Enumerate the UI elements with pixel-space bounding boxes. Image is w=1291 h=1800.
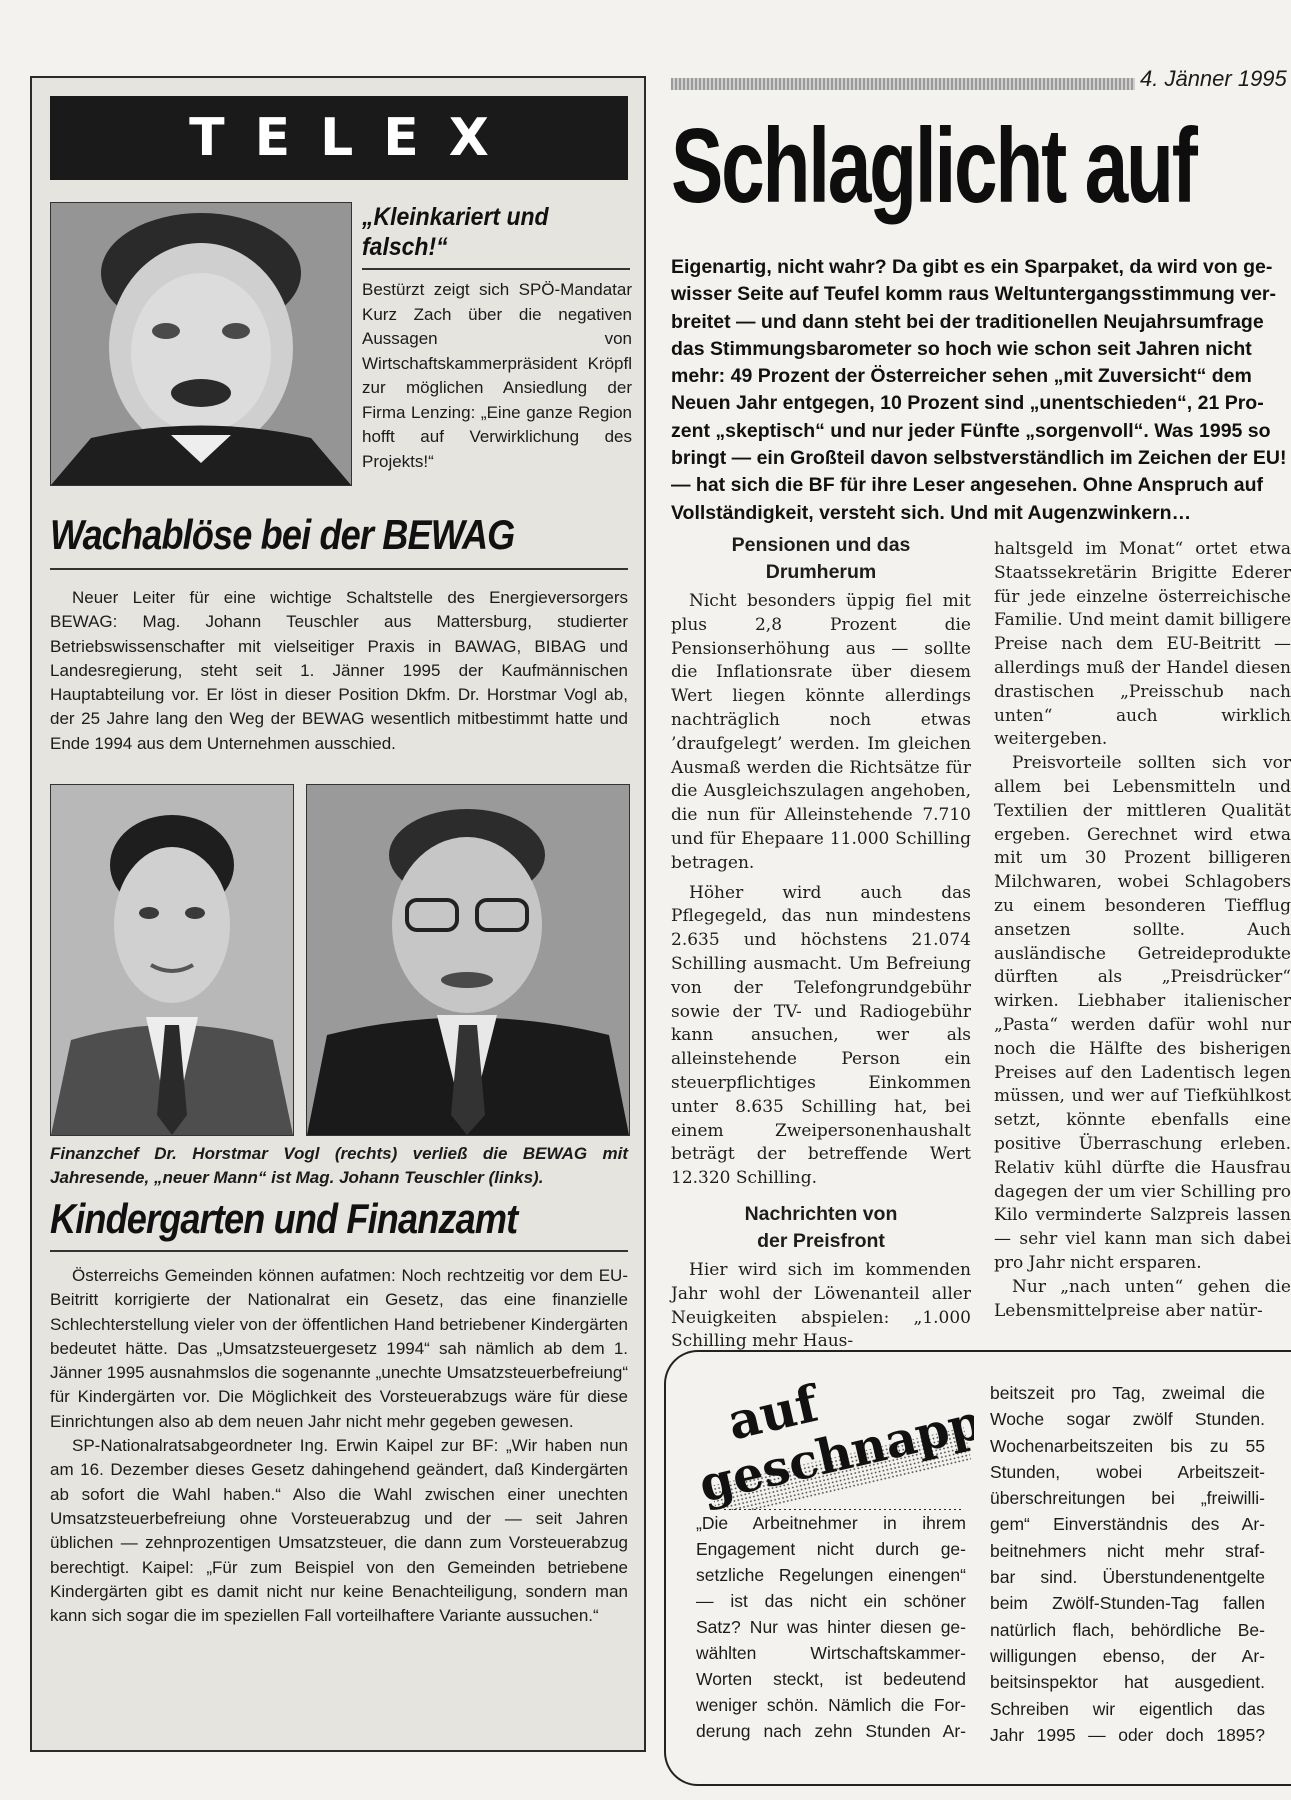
- glosse-line: beitnehmers nicht mehr straf-: [990, 1540, 1265, 1561]
- divider: [362, 268, 630, 270]
- glosse-line: setzliche Regelungen einengen“: [696, 1565, 966, 1585]
- lead-line: — hat sich die BF für ihre Leser angesehen. Ohne Anspruch auf: [671, 474, 1263, 497]
- glosse-line: Schreiben wir eigentlich das: [990, 1698, 1265, 1719]
- lead-line: das Stimmungsbarometer so hoch wie schon seit Jahren nicht: [671, 337, 1252, 360]
- glosse-line: beitszeit pro Tag, zweimal die: [990, 1383, 1265, 1403]
- quote-body: Bestürzt zeigt sich SPÖ-Mandatar Kurz Zach über die negativen Aussagen von Wirtschaftskammerpräsident Kröpfl zur möglichen Ansiedlung der Firma Lenzing: „Eine ganze Region hofft auf Verwirklichung des Projekts!“: [362, 280, 632, 471]
- glosse-line: Jahr 1995 — oder doch 1895?: [990, 1724, 1265, 1745]
- telex-box: [30, 76, 646, 1752]
- logo-word: auf: [722, 1373, 824, 1452]
- page-headline: Schlaglicht auf: [671, 107, 1196, 225]
- bewag-paragraph: Neuer Leiter für eine wichtige Schaltstelle des Energieversorgers BEWAG: Mag. Johann Teuschler aus Mattersburg, studierter Betriebswissenschafter mit vielseitiger Praxis in BAWAG, BIBAG und Landesregierung, steht seit 1. Jänner 1995 der Kaufmännischen Hauptabteilung vor. Er löst in dieser Position Dkfm. Dr. Horstmar Vogl ab, der 25 Jahre lang den Weg der BEWAG wesentlich mitbestimmt hatte und Ende 1994 aus dem Unternehmen ausschied.: [50, 588, 628, 753]
- glosse-line: gem“ Einverständnis des Ar-: [990, 1514, 1265, 1535]
- telex-banner: TELEX: [50, 96, 628, 180]
- glosse-line: beim Zwölf-Stunden-Tag fallen: [990, 1593, 1265, 1614]
- lead-line: bringt — ein Großteil davon selbstverständlich im Zeichen der EU!: [671, 447, 1287, 470]
- bewag-headline: Wachablöse bei der BEWAG: [50, 511, 515, 558]
- subhead-pensionen: Pensionen und das Drumherum: [731, 534, 911, 583]
- divider: [50, 1250, 628, 1252]
- lead-line: wisser Seite auf Teufel komm raus Weltuntergangsstimmung ver-: [671, 283, 1277, 306]
- glosse-line: überschreitungen bei „freiwilli-: [990, 1488, 1265, 1509]
- glosse-column-left: [696, 1510, 966, 1744]
- lead-line: zent „skeptisch“ und nur jeder Fünfte „sorgenvoll“. Was 1995 so: [671, 419, 1271, 442]
- glosse-line: Woche sogar zwölf Stunden.: [990, 1409, 1265, 1430]
- lead-paragraph: [671, 254, 1291, 527]
- glosse-line: Satz? Nur was hinter diesen ge-: [696, 1617, 966, 1637]
- kindergarten-headline: Kindergarten und Finanzamt: [50, 1195, 518, 1242]
- portrait-photo-vogl: [306, 784, 630, 1136]
- bewag-article: [50, 586, 628, 756]
- kindergarten-paragraph: Österreichs Gemeinden können aufatmen: Noch rechtzeitig vor dem EU-Beitritt korrigierte der Nationalrat ein Gesetz, das eine finanzielle Schlechterstellung vieler von der öffentlichen Hand betriebener Kindergärten bedeutet hätte. Das „Umsatzsteuergesetz 1994“ sah nämlich ab dem 1. Jänner 1995 ausnahmslos die sogenannte „unechte Umsatzsteuerbefreiung“ für Kindergärten vor. Die Möglichkeit des Vorsteuerabzugs wäre für diese Einrichtungen also ab dem neuen Jahr nicht mehr gegeben gewesen.: [50, 1266, 628, 1431]
- lead-line: Vollständigkeit, versteht sich. Und mit Augenzwinkern…: [671, 501, 1192, 524]
- kindergarten-paragraph: SP-Nationalratsabgeordneter Ing. Erwin Kaipel zur BF: „Wir haben nun am 16. Dezember dieses Gesetz dahingehend geändert, daß Kindergärten ab sofort die Wahl haben.“ Also die Wahl zwischen einer unechten Umsatzsteuerbefreiung ohne Vorsteuerabzug und der — seit Jahren üblichen — zehnprozentigen Umsatzsteuer, die dann zum Vorsteuerabzug berechtigt. Kaipel: „Für zum Beispiel von den Gemeinden betriebene Kindergärten gibt es damit nicht nur keine Benachteiligung, sondern man kann sich sogar die im speziellen Fall vorteilhaftere Variante aussuchen.“: [50, 1436, 628, 1626]
- glosse-line: Worten steckt, ist bedeutend: [696, 1669, 966, 1689]
- lead-line: Neuen Jahr entgegen, 10 Prozent sind „unentschieden“, 21 Pro-: [671, 392, 1264, 415]
- kindergarten-article: [50, 1264, 628, 1628]
- glosse-line: weniger schön. Nämlich die For-: [696, 1695, 966, 1715]
- page-date: 4. Jänner 1995: [1140, 66, 1287, 91]
- divider: [50, 568, 628, 570]
- glosse-line: Wochenarbeitszeiten bis zu 55: [990, 1435, 1265, 1456]
- glosse-line: Engagement nicht durch ge-: [696, 1539, 966, 1559]
- article-paragraph: Nur „nach unten“ gehen die Lebensmittelpreise aber natür-: [994, 1276, 1291, 1321]
- portrait-photo-zach: [50, 202, 352, 486]
- date-bar: [671, 78, 1135, 90]
- article-paragraph: Preisvorteile sollten sich vor allem bei Lebensmitteln und Textilien der mittleren Qualität ergeben. Gerechnet wird etwa mit um 30 Prozent billigeren Milchwaren, wobei Schlagobers zu einem besonderen Tiefflug ansetzen sollte. Auch ausländische Getreideprodukte dürften als „Preisdrücker“ wirken. Liebhaber italienischer „Pasta“ werden dafür wohl nur noch die Hälfte des bisherigen Preises auf den Ladentisch legen müssen, und wer auf Tiefkühlkost setzt, könnte ebenfalls eine positive Überraschung erleben. Relativ kühl dürfte die Hausfrau dagegen der um vier Schilling pro Kilo verminderte Salzpreis lassen — sehr viel kann man sich dabei pro Jahr nicht ersparen.: [994, 753, 1291, 1273]
- article-paragraph: Nicht besonders üppig fiel mit plus 2,8 Prozent die Pensionserhöhung aus — sollte die Inflationsrate über diesem Wert liegen könnte allerdings nachträglich noch etwas ’draufgelegt’ werden. Im gleichen Ausmaß werden die Richtsätze für die Ausgleichszulagen angehoben, die nun für Alleinstehende 7.710 und für Ehepaare 11.000 Schilling betragen.: [671, 591, 971, 873]
- glosse-line: „Die Arbeitnehmer in ihrem: [696, 1513, 966, 1533]
- quote-headline: „Kleinkariert und falsch!“: [362, 203, 549, 261]
- logo-word: geschnappt: [693, 1389, 974, 1510]
- glosse-line: wählten Wirtschaftskammer-: [696, 1643, 966, 1663]
- lead-line: breitet — und dann steht bei der traditionellen Neujahrsumfrage: [671, 310, 1264, 333]
- lead-line: Eigenartig, nicht wahr? Da gibt es ein Sparpaket, da wird von ge-: [671, 256, 1273, 278]
- auf-geschnappt-logo: [684, 1360, 974, 1510]
- photo-caption: Finanzchef Dr. Horstmar Vogl (rechts) verließ die BEWAG mit Jahresende, „neuer Mann“ ist Mag. Johann Teuschler (links).: [50, 1144, 628, 1187]
- glosse-line: natürlich flach, behördliche Be-: [990, 1619, 1265, 1640]
- article-paragraph: haltsgeld im Monat“ ortet etwa Staatssekretärin Brigitte Ederer für jede einzelne österreichische Familie. Und meint damit billigere Preise nach dem EU-Beitritt — allerdings muß der Handel diesen drastischen „Preisschub nach unten“ auch wirklich weitergeben.: [994, 539, 1291, 750]
- subhead-preisfront: Nachrichten von der Preisfront: [744, 1202, 898, 1252]
- article-paragraph: Hier wird sich im kommenden Jahr wohl der Löwenanteil aller Neuigkeiten abspielen: „1.000 Schilling mehr Haus-: [671, 1259, 971, 1352]
- article-paragraph: Höher wird auch das Pflegegeld, das nun mindestens 2.635 und höchstens 21.074 Schilling ausmacht. Um Befreiung von der Telefongrundgebühr sowie der TV- und Radiogebühr kann ansuchen, wer als alleinstehende Person ein steuerpflichtiges Einkommen unter 8.635 Schilling hat, bei einem Zweipersonenhaushalt beträgt der betreffende Wert 12.320 Schilling.: [671, 882, 971, 1189]
- portrait-photo-teuschler: [50, 784, 294, 1136]
- article-column-right: [994, 538, 1291, 1338]
- article-column-middle: [671, 532, 971, 1354]
- lead-line: mehr: 49 Prozent der Österreicher sehen „mit Zuversicht“ dem: [671, 365, 1252, 388]
- glosse-line: willigungen ebenso, der Ar-: [990, 1645, 1265, 1666]
- glosse-line: — ist das nicht ein schöner: [696, 1591, 966, 1611]
- glosse-line: derung nach zehn Stunden Ar-: [696, 1721, 966, 1741]
- glosse-line: Stunden, wobei Arbeitszeit-: [990, 1461, 1265, 1482]
- glosse-line: beitsinspektor hat ausgedient.: [990, 1672, 1265, 1693]
- glosse-line: bar sind. Überstundenentgelte: [990, 1567, 1265, 1588]
- glosse-column-right: [990, 1380, 1265, 1748]
